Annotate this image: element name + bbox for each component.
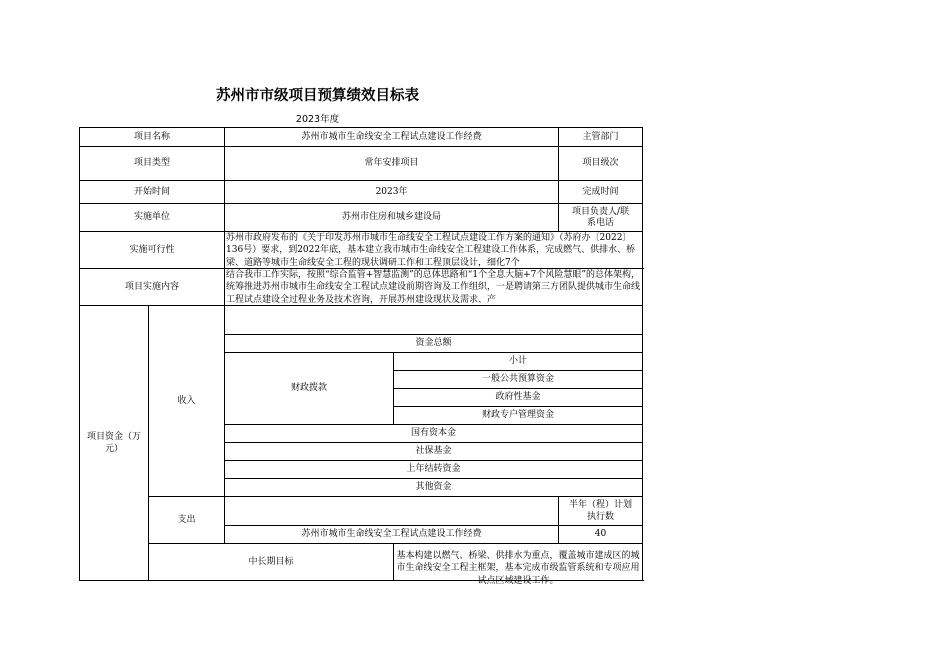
funds-label: 项目资金（万元） xyxy=(80,306,149,581)
income-label: 收入 xyxy=(149,306,225,497)
content-text: 结合我市工作实际，按照“综合监管+智慧监测”的总体思路和“1个全息大脑+7个风险慧眼”的总体架构，统筹推进苏州市城市生命线安全工程试点建设前期咨询及工作组织，一是聘请第三方团队提供城市生命线工程试点建设全过程业务及技术咨询，开展苏州建设现状及需求、产 xyxy=(225,269,643,306)
project-name-label: 项目名称 xyxy=(80,128,225,147)
special-label: 财政专户管理资金 xyxy=(394,407,643,425)
blank-cell xyxy=(225,306,643,335)
total-label: 资金总额 xyxy=(225,335,643,353)
general-label: 一般公共预算资金 xyxy=(394,371,643,389)
other-label: 其他资金 xyxy=(225,479,643,497)
state-capital-label: 国有资本金 xyxy=(225,425,643,443)
gov-fund-label: 政府性基金 xyxy=(394,389,643,407)
table-row xyxy=(80,306,643,335)
page-title: 苏州市市级项目预算绩效目标表 xyxy=(216,88,419,104)
goal-text: 基本构建以燃气、桥梁、供排水为重点，覆盖城市建成区的城市生命线安全工程主框架，基本完成市级监管系统和专项应用试点区域建设工作。 xyxy=(394,544,643,581)
dept-label: 主管部门 xyxy=(559,128,643,147)
type-label: 项目类型 xyxy=(80,147,225,181)
level-label: 项目级次 xyxy=(559,147,643,181)
unit-value: 苏州市住房和城乡建设局 xyxy=(225,204,559,232)
feasibility-label: 实施可行性 xyxy=(80,232,225,269)
subtotal-label: 小计 xyxy=(394,353,643,371)
end-label: 完成时间 xyxy=(559,181,643,204)
type-value: 常年安排项目 xyxy=(225,147,559,181)
expense-label: 支出 xyxy=(149,497,225,544)
table-row xyxy=(80,204,643,232)
table-row xyxy=(80,232,643,269)
table-row xyxy=(80,128,643,147)
goal-label: 中长期目标 xyxy=(149,544,394,581)
carryover-label: 上年结转资金 xyxy=(225,461,643,479)
start-value: 2023年 xyxy=(225,181,559,204)
table-row xyxy=(80,497,643,526)
start-label: 开始时间 xyxy=(80,181,225,204)
half-year-value: 40 xyxy=(559,526,643,544)
leader-label: 项目负责人/联系电话 xyxy=(559,204,643,232)
social-security-label: 社保基金 xyxy=(225,443,643,461)
feasibility-text: 苏州市政府发布的《关于印发苏州市城市生命线安全工程试点建设工作方案的通知》（苏府办〔2022〕136号）要求，到2022年底，基本建立我市城市生命线安全工程建设工作体系，完成燃气、供排水、桥梁、道路等城市生命线安全工程的现状调研工作和工程顶层设计，细化7个 xyxy=(225,232,643,269)
table-row xyxy=(80,147,643,181)
table-row xyxy=(80,544,643,581)
blank-cell xyxy=(225,497,559,526)
content-label: 项目实施内容 xyxy=(80,269,225,306)
half-year-header: 半年（程）计划执行数 xyxy=(559,497,643,526)
table-row xyxy=(80,269,643,306)
performance-target-table xyxy=(79,127,643,586)
table-row xyxy=(80,181,643,204)
project-name-value: 苏州市城市生命线安全工程试点建设工作经费 xyxy=(225,128,559,147)
expense-item: 苏州市城市生命线安全工程试点建设工作经费 xyxy=(225,526,559,544)
unit-label: 实施单位 xyxy=(80,204,225,232)
fiscal-label: 财政拨款 xyxy=(225,353,394,425)
fiscal-year: 2023年度 xyxy=(295,114,340,125)
